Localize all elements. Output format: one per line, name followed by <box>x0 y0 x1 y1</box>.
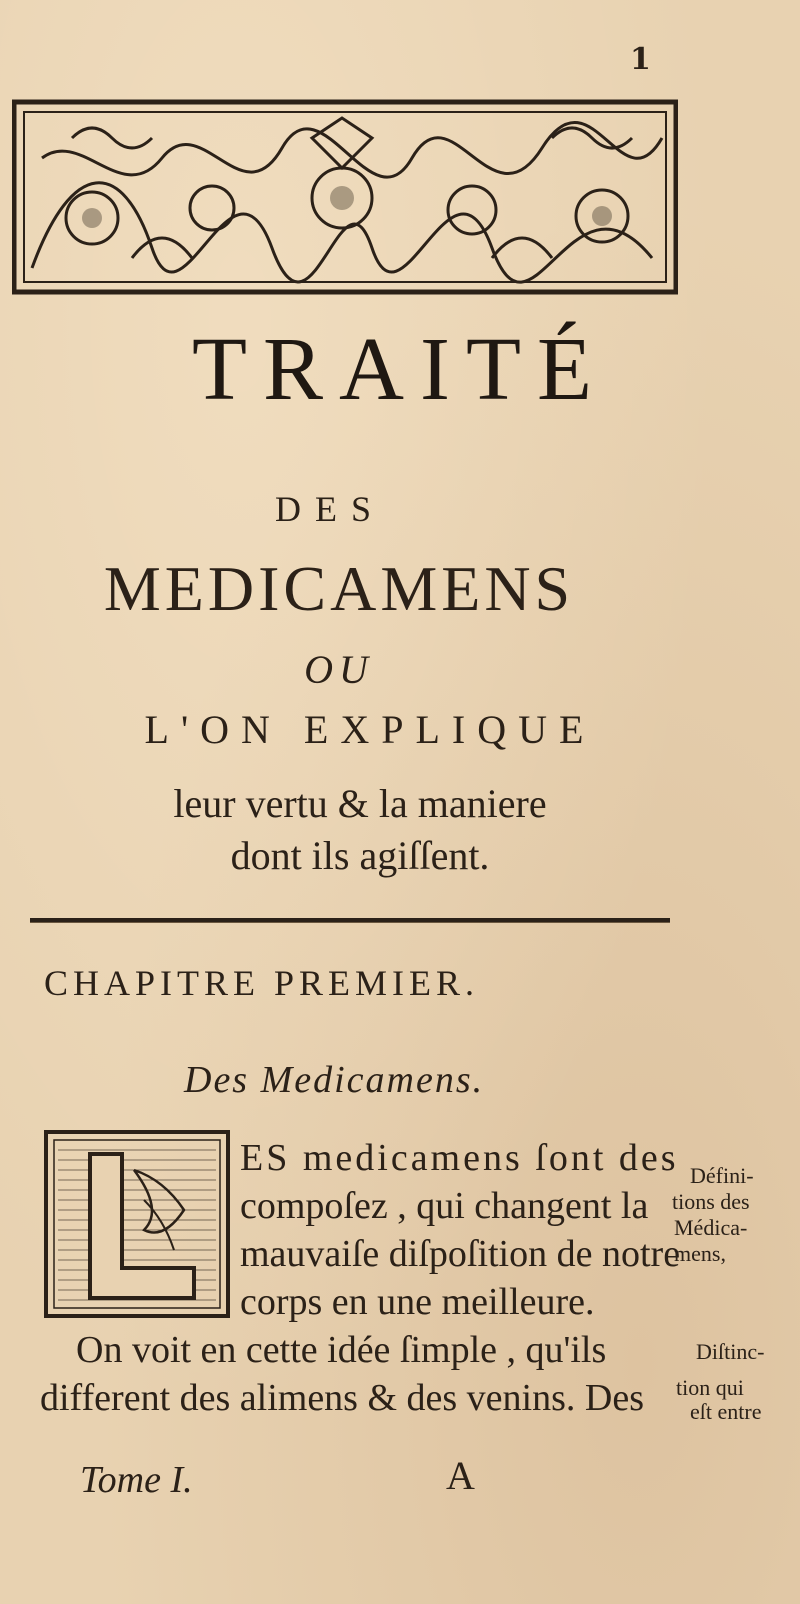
subtitle-line-2: dont ils agiſſent. <box>230 833 490 878</box>
body-line-4: corps en une meilleure. <box>240 1281 595 1323</box>
body-line-1: ES medicamens ſont des <box>240 1137 679 1179</box>
drop-cap-ornament <box>44 1130 230 1318</box>
body-line-3: mauvaiſe diſpoſition de notre <box>240 1233 681 1275</box>
margin-note-definition-3: Médica- <box>674 1215 748 1240</box>
margin-note-distinction-3: eſt entre <box>690 1399 762 1424</box>
chapter-heading: CHAPITRE PREMIER. <box>44 963 480 1003</box>
margin-note-definition-1: Défini- <box>690 1163 754 1188</box>
body-line-2: compoſez , qui changent la <box>240 1185 649 1227</box>
tome-label: Tome I. <box>80 1459 193 1501</box>
title-explique: L'ON EXPLIQUE <box>144 707 596 752</box>
signature-mark: A <box>446 1453 475 1498</box>
page-number: 1 <box>630 42 651 77</box>
margin-note-definition-2: tions des <box>672 1189 750 1214</box>
margin-note-definition-4: mens, <box>674 1241 726 1266</box>
body-line-6: different des alimens & des venins. Des <box>40 1377 644 1419</box>
title-medicamens: MEDICAMENS <box>103 553 575 624</box>
horizontal-rule <box>30 918 670 923</box>
subtitle-line-1: leur vertu & la maniere <box>173 781 547 826</box>
title-traite: TRAITÉ <box>192 320 608 419</box>
title-des: DES <box>274 489 385 529</box>
title-ou: OU <box>304 647 374 692</box>
margin-note-distinction-1: Diſtinc- <box>696 1339 765 1364</box>
ornamental-headpiece <box>12 98 678 298</box>
section-title: Des Medicamens. <box>184 1059 485 1101</box>
body-line-5: On voit en cette idée ſimple , qu'ils <box>76 1329 607 1371</box>
margin-note-distinction-2: tion qui <box>676 1375 744 1400</box>
